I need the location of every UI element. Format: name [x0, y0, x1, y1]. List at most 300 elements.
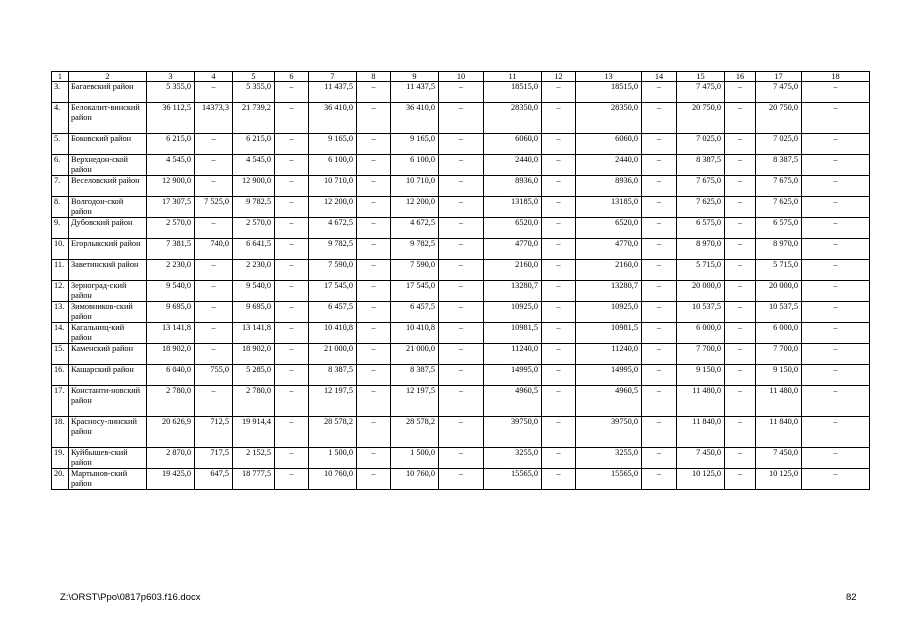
value-cell: –: [542, 448, 576, 469]
value-cell: –: [802, 260, 870, 281]
value-cell: 6 000,0: [756, 323, 802, 344]
row-number: 6.: [52, 155, 69, 176]
value-cell: –: [357, 218, 391, 239]
table-row: [52, 302, 870, 323]
value-cell: –: [439, 281, 484, 302]
value-cell: 36 410,0: [309, 103, 357, 134]
value-cell: 28 578,2: [391, 417, 439, 448]
value-cell: 11240,0: [484, 344, 542, 365]
table-row: [52, 103, 870, 134]
value-cell: –: [195, 302, 233, 323]
value-cell: 6060,0: [576, 134, 642, 155]
value-cell: –: [357, 239, 391, 260]
column-header: 16: [725, 72, 756, 82]
value-cell: 17 545,0: [309, 281, 357, 302]
value-cell: –: [195, 344, 233, 365]
value-cell: –: [725, 323, 756, 344]
value-cell: –: [642, 134, 677, 155]
value-cell: 7 525,0: [195, 197, 233, 218]
value-cell: –: [275, 344, 309, 365]
value-cell: –: [357, 365, 391, 386]
value-cell: 5 355,0: [233, 82, 275, 103]
value-cell: 6 215,0: [233, 134, 275, 155]
value-cell: –: [357, 82, 391, 103]
value-cell: 17 307,5: [147, 197, 195, 218]
value-cell: –: [802, 281, 870, 302]
value-cell: –: [542, 302, 576, 323]
value-cell: –: [275, 176, 309, 197]
district-name: Зерноград-ский район: [69, 281, 147, 302]
row-number: 16.: [52, 365, 69, 386]
column-header: 7: [309, 72, 357, 82]
value-cell: –: [357, 469, 391, 490]
value-cell: 6 457,5: [309, 302, 357, 323]
value-cell: 9 540,0: [233, 281, 275, 302]
value-cell: 7 025,0: [677, 134, 725, 155]
value-cell: 1 500,0: [309, 448, 357, 469]
value-cell: 9 782,5: [233, 197, 275, 218]
value-cell: 20 750,0: [756, 103, 802, 134]
value-cell: –: [725, 197, 756, 218]
value-cell: 15565,0: [576, 469, 642, 490]
value-cell: 10 537,5: [677, 302, 725, 323]
value-cell: –: [439, 176, 484, 197]
table-row: [52, 448, 870, 469]
table-row: [52, 155, 870, 176]
value-cell: –: [275, 365, 309, 386]
value-cell: –: [439, 365, 484, 386]
value-cell: –: [357, 302, 391, 323]
table-row: [52, 365, 870, 386]
row-number: 3.: [52, 82, 69, 103]
value-cell: –: [275, 386, 309, 417]
value-cell: 7 590,0: [391, 260, 439, 281]
value-cell: 6 100,0: [309, 155, 357, 176]
value-cell: –: [275, 134, 309, 155]
value-cell: –: [439, 239, 484, 260]
value-cell: –: [357, 197, 391, 218]
value-cell: 9 782,5: [309, 239, 357, 260]
row-number: 4.: [52, 103, 69, 134]
value-cell: –: [275, 218, 309, 239]
district-name: Волгодон-ской район: [69, 197, 147, 218]
value-cell: –: [542, 323, 576, 344]
value-cell: –: [195, 82, 233, 103]
value-cell: 14995,0: [576, 365, 642, 386]
value-cell: –: [542, 82, 576, 103]
value-cell: 11 480,0: [756, 386, 802, 417]
value-cell: 21 000,0: [309, 344, 357, 365]
district-name: Белокалит-винский район: [69, 103, 147, 134]
column-header: 11: [484, 72, 542, 82]
value-cell: 2 230,0: [147, 260, 195, 281]
value-cell: –: [439, 469, 484, 490]
value-cell: 18 902,0: [233, 344, 275, 365]
value-cell: 2 230,0: [233, 260, 275, 281]
value-cell: –: [439, 417, 484, 448]
value-cell: –: [642, 260, 677, 281]
value-cell: –: [439, 344, 484, 365]
value-cell: 10 710,0: [309, 176, 357, 197]
value-cell: –: [439, 260, 484, 281]
value-cell: –: [725, 260, 756, 281]
column-header: 1: [52, 72, 69, 82]
row-number: 9.: [52, 218, 69, 239]
value-cell: 28350,0: [576, 103, 642, 134]
value-cell: –: [542, 218, 576, 239]
value-cell: –: [195, 155, 233, 176]
value-cell: –: [275, 417, 309, 448]
value-cell: 13185,0: [576, 197, 642, 218]
value-cell: –: [725, 469, 756, 490]
value-cell: 11 840,0: [756, 417, 802, 448]
value-cell: –: [642, 417, 677, 448]
value-cell: –: [542, 239, 576, 260]
value-cell: –: [357, 176, 391, 197]
value-cell: –: [725, 134, 756, 155]
value-cell: –: [725, 176, 756, 197]
column-header: 6: [275, 72, 309, 82]
value-cell: –: [275, 260, 309, 281]
value-cell: 8 387,5: [756, 155, 802, 176]
value-cell: 36 410,0: [391, 103, 439, 134]
row-number: 5.: [52, 134, 69, 155]
value-cell: 10981,5: [484, 323, 542, 344]
value-cell: –: [542, 344, 576, 365]
value-cell: 7 700,0: [756, 344, 802, 365]
value-cell: –: [802, 134, 870, 155]
value-cell: 12 197,5: [391, 386, 439, 417]
value-cell: 10 410,8: [309, 323, 357, 344]
value-cell: –: [357, 281, 391, 302]
value-cell: –: [439, 448, 484, 469]
value-cell: –: [275, 239, 309, 260]
value-cell: 39750,0: [484, 417, 542, 448]
value-cell: 5 355,0: [147, 82, 195, 103]
value-cell: 6 040,0: [147, 365, 195, 386]
table-row: [52, 134, 870, 155]
value-cell: –: [802, 417, 870, 448]
value-cell: –: [195, 323, 233, 344]
value-cell: –: [642, 448, 677, 469]
value-cell: 10 760,0: [391, 469, 439, 490]
header-row: [52, 72, 870, 82]
table-row: [52, 239, 870, 260]
value-cell: 7 590,0: [309, 260, 357, 281]
value-cell: –: [802, 218, 870, 239]
value-cell: –: [275, 103, 309, 134]
table-row: [52, 260, 870, 281]
district-name: Каменский район: [69, 344, 147, 365]
row-number: 18.: [52, 417, 69, 448]
value-cell: –: [542, 155, 576, 176]
value-cell: 2440,0: [484, 155, 542, 176]
value-cell: 28350,0: [484, 103, 542, 134]
column-header: 8: [357, 72, 391, 82]
value-cell: 2 570,0: [233, 218, 275, 239]
value-cell: 6 457,5: [391, 302, 439, 323]
value-cell: –: [725, 103, 756, 134]
value-cell: –: [725, 302, 756, 323]
value-cell: 6520,0: [484, 218, 542, 239]
footer-page-number: 82: [846, 592, 857, 603]
value-cell: 2440,0: [576, 155, 642, 176]
value-cell: 19 425,0: [147, 469, 195, 490]
table-row: [52, 386, 870, 417]
column-header: 14: [642, 72, 677, 82]
district-name: Веселовский район: [69, 176, 147, 197]
value-cell: –: [642, 176, 677, 197]
value-cell: –: [642, 344, 677, 365]
table-row: [52, 417, 870, 448]
value-cell: –: [542, 386, 576, 417]
value-cell: –: [642, 386, 677, 417]
value-cell: –: [275, 448, 309, 469]
value-cell: 10 760,0: [309, 469, 357, 490]
district-name: Егорлыкский район: [69, 239, 147, 260]
value-cell: 7 475,0: [677, 82, 725, 103]
value-cell: –: [542, 365, 576, 386]
value-cell: 7 675,0: [756, 176, 802, 197]
value-cell: 6520,0: [576, 218, 642, 239]
value-cell: 12 900,0: [147, 176, 195, 197]
district-name: Заветинский район: [69, 260, 147, 281]
value-cell: 2160,0: [576, 260, 642, 281]
value-cell: –: [725, 82, 756, 103]
value-cell: –: [802, 469, 870, 490]
value-cell: 4 545,0: [233, 155, 275, 176]
value-cell: 13280,7: [484, 281, 542, 302]
value-cell: –: [542, 417, 576, 448]
district-name: Кашарский район: [69, 365, 147, 386]
value-cell: –: [357, 103, 391, 134]
value-cell: 4 672,5: [309, 218, 357, 239]
value-cell: –: [542, 103, 576, 134]
value-cell: 12 900,0: [233, 176, 275, 197]
row-number: 7.: [52, 176, 69, 197]
value-cell: 6 215,0: [147, 134, 195, 155]
row-number: 20.: [52, 469, 69, 490]
value-cell: –: [439, 103, 484, 134]
table-row: [52, 218, 870, 239]
value-cell: 2 152,5: [233, 448, 275, 469]
value-cell: –: [642, 469, 677, 490]
value-cell: 21 739,2: [233, 103, 275, 134]
value-cell: 8 970,0: [756, 239, 802, 260]
value-cell: 10 125,0: [756, 469, 802, 490]
value-cell: –: [642, 323, 677, 344]
value-cell: –: [642, 197, 677, 218]
column-header: 12: [542, 72, 576, 82]
value-cell: 9 695,0: [233, 302, 275, 323]
value-cell: –: [357, 155, 391, 176]
value-cell: 8 387,5: [309, 365, 357, 386]
value-cell: 9 150,0: [677, 365, 725, 386]
value-cell: 5 285,0: [233, 365, 275, 386]
value-cell: 18 777,5: [233, 469, 275, 490]
value-cell: 17 545,0: [391, 281, 439, 302]
value-cell: 6 641,5: [233, 239, 275, 260]
value-cell: 8936,0: [576, 176, 642, 197]
value-cell: –: [195, 260, 233, 281]
value-cell: –: [275, 469, 309, 490]
value-cell: 7 381,5: [147, 239, 195, 260]
value-cell: 4960,5: [484, 386, 542, 417]
value-cell: –: [802, 176, 870, 197]
value-cell: –: [357, 134, 391, 155]
value-cell: 7 475,0: [756, 82, 802, 103]
value-cell: –: [357, 417, 391, 448]
value-cell: 10 710,0: [391, 176, 439, 197]
value-cell: –: [195, 176, 233, 197]
value-cell: –: [439, 302, 484, 323]
table-row: [52, 176, 870, 197]
value-cell: –: [642, 103, 677, 134]
table-row: [52, 344, 870, 365]
value-cell: 19 914,4: [233, 417, 275, 448]
column-header: 4: [195, 72, 233, 82]
value-cell: –: [275, 302, 309, 323]
value-cell: –: [642, 218, 677, 239]
value-cell: 7 700,0: [677, 344, 725, 365]
district-name: Константи-новский район: [69, 386, 147, 417]
value-cell: 15565,0: [484, 469, 542, 490]
value-cell: –: [357, 448, 391, 469]
value-cell: 4770,0: [576, 239, 642, 260]
value-cell: 2 570,0: [147, 218, 195, 239]
value-cell: 10981,5: [576, 323, 642, 344]
value-cell: 717,5: [195, 448, 233, 469]
value-cell: 647,5: [195, 469, 233, 490]
value-cell: 4960,5: [576, 386, 642, 417]
value-cell: –: [802, 448, 870, 469]
value-cell: –: [275, 197, 309, 218]
value-cell: 14995,0: [484, 365, 542, 386]
value-cell: 8 387,5: [677, 155, 725, 176]
value-cell: –: [195, 386, 233, 417]
value-cell: 10 410,8: [391, 323, 439, 344]
value-cell: 6060,0: [484, 134, 542, 155]
value-cell: 7 625,0: [677, 197, 725, 218]
column-header: 5: [233, 72, 275, 82]
value-cell: 20 750,0: [677, 103, 725, 134]
district-name: Багаевский район: [69, 82, 147, 103]
value-cell: 20 000,0: [677, 281, 725, 302]
value-cell: –: [725, 386, 756, 417]
value-cell: –: [357, 260, 391, 281]
value-cell: –: [802, 386, 870, 417]
value-cell: 8 970,0: [677, 239, 725, 260]
district-name: Куйбышев-ский район: [69, 448, 147, 469]
value-cell: 740,0: [195, 239, 233, 260]
value-cell: 2160,0: [484, 260, 542, 281]
value-cell: 7 625,0: [756, 197, 802, 218]
value-cell: –: [542, 176, 576, 197]
value-cell: –: [725, 218, 756, 239]
value-cell: 11 480,0: [677, 386, 725, 417]
value-cell: –: [542, 197, 576, 218]
value-cell: 7 675,0: [677, 176, 725, 197]
value-cell: 13 141,8: [233, 323, 275, 344]
value-cell: 9 165,0: [309, 134, 357, 155]
table-row: [52, 469, 870, 490]
value-cell: 39750,0: [576, 417, 642, 448]
value-cell: –: [802, 239, 870, 260]
value-cell: –: [195, 281, 233, 302]
district-name: Кагальниц-кий район: [69, 323, 147, 344]
row-number: 19.: [52, 448, 69, 469]
value-cell: –: [439, 197, 484, 218]
value-cell: –: [642, 155, 677, 176]
value-cell: –: [642, 281, 677, 302]
value-cell: 20 000,0: [756, 281, 802, 302]
value-cell: –: [725, 155, 756, 176]
value-cell: 13185,0: [484, 197, 542, 218]
column-header: 10: [439, 72, 484, 82]
value-cell: –: [195, 134, 233, 155]
value-cell: 4770,0: [484, 239, 542, 260]
value-cell: –: [542, 281, 576, 302]
row-number: 14.: [52, 323, 69, 344]
value-cell: 11 840,0: [677, 417, 725, 448]
value-cell: –: [542, 469, 576, 490]
column-header: 3: [147, 72, 195, 82]
district-name: Верхнедон-ской район: [69, 155, 147, 176]
row-number: 11.: [52, 260, 69, 281]
value-cell: 4 672,5: [391, 218, 439, 239]
footer-file-path: Z:\ORST\Ppo\0817p603.f16.docx: [60, 592, 201, 603]
value-cell: 10 537,5: [756, 302, 802, 323]
column-header: 9: [391, 72, 439, 82]
value-cell: 7 450,0: [756, 448, 802, 469]
district-name: Мартынов-ский район: [69, 469, 147, 490]
value-cell: –: [725, 365, 756, 386]
value-cell: 2 870,0: [147, 448, 195, 469]
column-header: 2: [69, 72, 147, 82]
value-cell: –: [802, 155, 870, 176]
value-cell: –: [195, 218, 233, 239]
value-cell: 12 197,5: [309, 386, 357, 417]
value-cell: –: [542, 260, 576, 281]
value-cell: –: [802, 323, 870, 344]
value-cell: –: [725, 281, 756, 302]
value-cell: 14373,3: [195, 103, 233, 134]
table-row: [52, 82, 870, 103]
value-cell: 13280,7: [576, 281, 642, 302]
value-cell: –: [439, 155, 484, 176]
value-cell: 20 626,9: [147, 417, 195, 448]
district-name: Дубовский район: [69, 218, 147, 239]
value-cell: 6 575,0: [677, 218, 725, 239]
value-cell: –: [275, 82, 309, 103]
value-cell: 10925,0: [576, 302, 642, 323]
value-cell: 21 000,0: [391, 344, 439, 365]
value-cell: 7 450,0: [677, 448, 725, 469]
value-cell: –: [357, 344, 391, 365]
value-cell: 8 387,5: [391, 365, 439, 386]
value-cell: 28 578,2: [309, 417, 357, 448]
column-header: 18: [802, 72, 870, 82]
value-cell: 11 437,5: [391, 82, 439, 103]
value-cell: 2 780,0: [147, 386, 195, 417]
value-cell: –: [802, 197, 870, 218]
value-cell: –: [802, 344, 870, 365]
value-cell: 10925,0: [484, 302, 542, 323]
value-cell: –: [642, 239, 677, 260]
value-cell: –: [725, 344, 756, 365]
value-cell: 3255,0: [484, 448, 542, 469]
district-name: Боковский район: [69, 134, 147, 155]
